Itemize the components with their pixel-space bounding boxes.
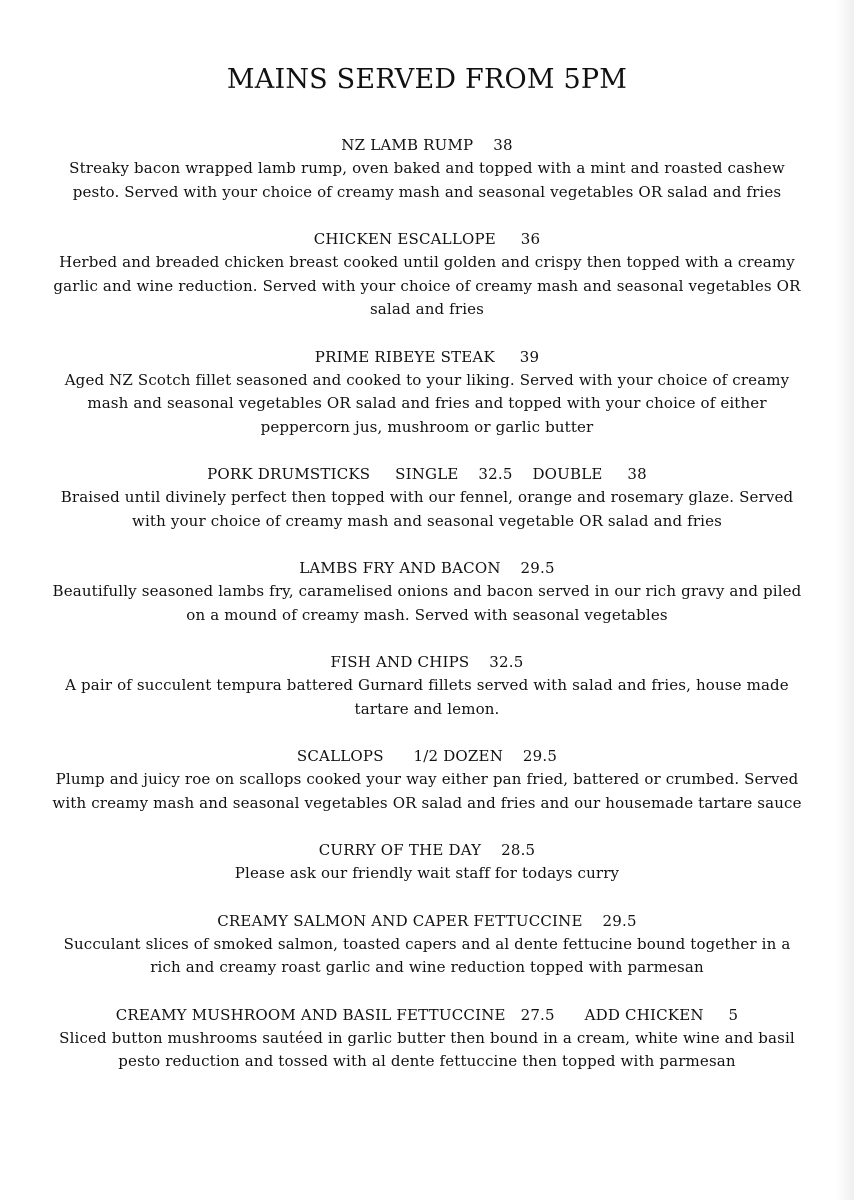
menu-item-description: Sliced button mushrooms sautéed in garlic butter then bound in a cream, white wine and basil pesto reduction and tossed with al dente fettuccine then topped with parmesan xyxy=(59,1028,795,1070)
page-edge-shadow xyxy=(836,0,854,1200)
menu-item-lambs-fry-bacon xyxy=(52,556,802,627)
menu-item-description: A pair of succulent tempura battered Gurnard fillets served with salad and fries, house made tartare and lemon. xyxy=(65,676,789,718)
menu-item-salmon-fettuccine xyxy=(52,909,802,980)
menu-item-chicken-escallope xyxy=(52,227,802,322)
menu-item-mushroom-fettuccine xyxy=(52,1003,802,1074)
menu-item-heading: CURRY OF THE DAY 28.5 xyxy=(318,841,536,859)
menu-item-heading: SCALLOPS 1/2 DOZEN 29.5 xyxy=(296,747,558,765)
menu-item-heading: PRIME RIBEYE STEAK 39 xyxy=(314,347,540,366)
menu-item-heading: PORK DRUMSTICKS SINGLE 32.5 DOUBLE 38 xyxy=(207,465,647,483)
menu-item-heading: FISH AND CHIPS 32.5 xyxy=(330,653,524,671)
menu-item-description: Succulant slices of smoked salmon, toasted capers and al dente fettucine bound together in a rich and creamy roast garlic and wine reduction topped with parmesan xyxy=(63,934,791,976)
menu-item-description: Herbed and breaded chicken breast cooked until golden and crispy then topped with a creamy garlic and wine reduction. Served with your choice of creamy mash and seasonal vegetables OR salad and fries xyxy=(53,253,801,318)
menu-title: MAINS SERVED FROM 5PM xyxy=(226,64,628,95)
menu-item-description: Streaky bacon wrapped lamb rump, oven baked and topped with a mint and roasted cashew pesto. Served with your choice of creamy mash and seasonal vegetables OR salad and fries xyxy=(69,159,785,201)
menu-item-heading: LAMBS FRY AND BACON 29.5 xyxy=(299,559,555,577)
menu-item-heading: CREAMY MUSHROOM AND BASIL FETTUCCINE 27.5 ADD CHICKEN 5 xyxy=(115,1005,739,1024)
menu-item-lamb-rump xyxy=(52,133,802,204)
menu-item-description: Braised until divinely perfect then topped with our fennel, orange and rosemary glaze. Served with your choice of creamy mash and seasonal vegetable OR salad and fries xyxy=(60,488,794,530)
menu-item-pork-drumsticks xyxy=(52,462,802,533)
menu-item-ribeye-steak xyxy=(52,345,802,440)
menu-item-heading: CHICKEN ESCALLOPE 36 xyxy=(313,230,541,248)
menu-item-description: Please ask our friendly wait staff for todays curry xyxy=(234,864,620,882)
menu-item-heading: NZ LAMB RUMP 38 xyxy=(341,136,513,154)
menu-item-fish-and-chips xyxy=(52,650,802,721)
menu-item-curry-of-the-day xyxy=(52,838,802,886)
menu-item-heading: CREAMY SALMON AND CAPER FETTUCCINE 29.5 xyxy=(217,911,637,930)
menu-item-description: Beautifully seasoned lambs fry, caramelised onions and bacon served in our rich gravy and piled on a mound of creamy mash. Served with seasonal vegetables xyxy=(52,582,802,624)
menu-item-list xyxy=(52,133,802,1097)
menu-item-scallops xyxy=(52,744,802,815)
menu-item-description: Aged NZ Scotch fillet seasoned and cooked to your liking. Served with your choice of creamy mash and seasonal vegetables OR salad and fries and topped with your choice of either peppercorn jus, mushroom or garlic butter xyxy=(64,370,790,436)
menu-item-description: Plump and juicy roe on scallops cooked your way either pan fried, battered or crumbed. Served with creamy mash and seasonal vegetables OR salad and fries and our housemade tartare sauce xyxy=(52,770,802,812)
